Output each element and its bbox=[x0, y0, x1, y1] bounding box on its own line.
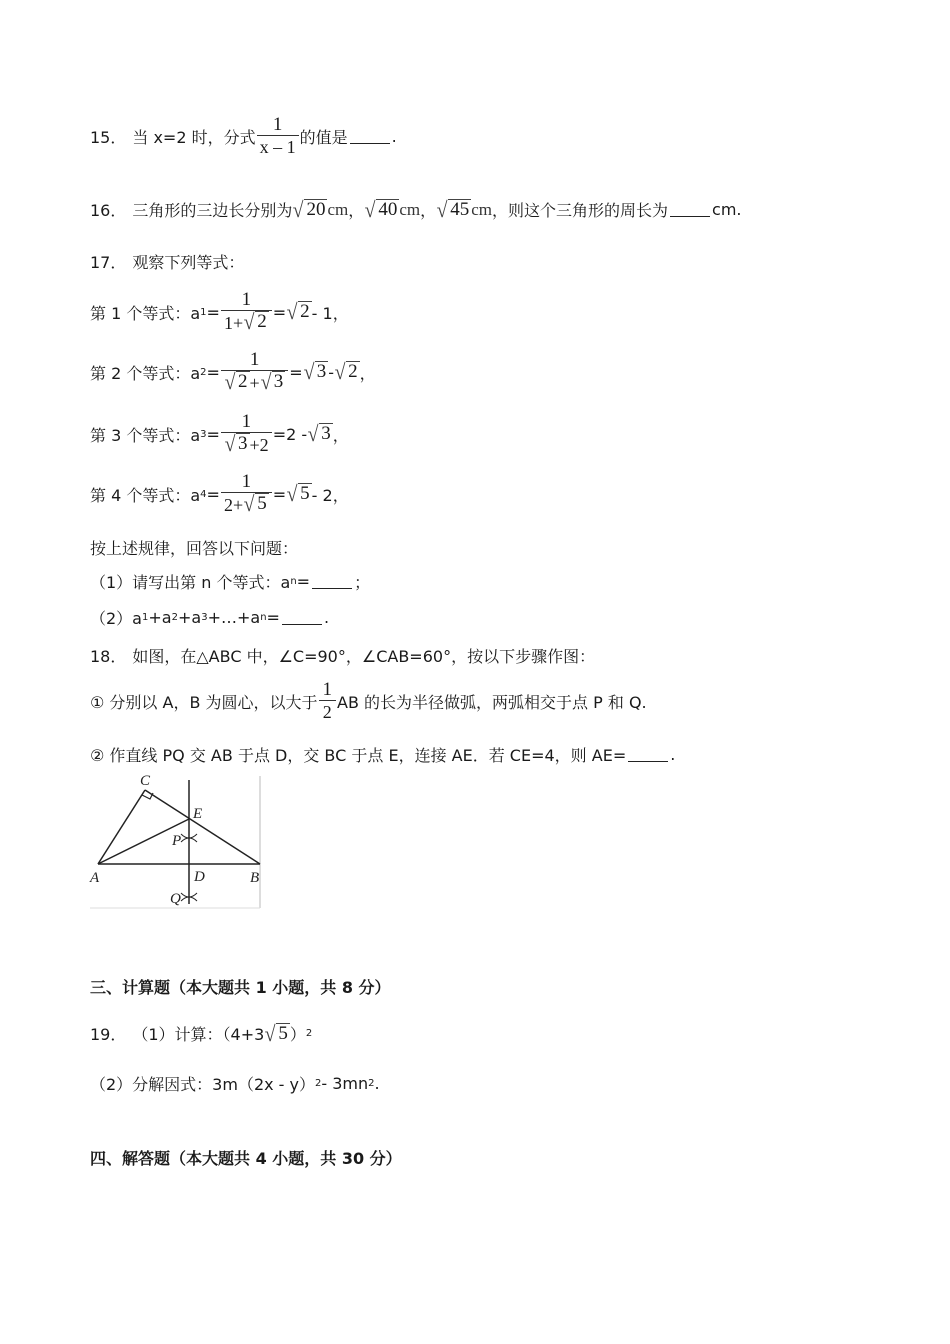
section-title: 四、解答题（本大题共 4 小题，共 30 分） bbox=[90, 1149, 402, 1168]
punctuation: . bbox=[670, 745, 676, 764]
question-text: - 3mn bbox=[321, 1074, 369, 1093]
fraction-numerator: 1 bbox=[241, 411, 252, 432]
step-text: ② 作直线 PQ 交 AB 于点 D，交 BC 于点 E，连接 AE．若 CE=4，则 AE= bbox=[90, 746, 627, 765]
question-text: （2）分解因式：3m（2x - y） bbox=[90, 1075, 316, 1094]
separator: ， bbox=[420, 201, 437, 220]
question-number: 17． bbox=[90, 253, 127, 272]
label-q: Q bbox=[170, 891, 181, 907]
radicand: 5 bbox=[278, 1022, 288, 1044]
result-tail: - 1， bbox=[311, 303, 349, 323]
rule-text-content: 按上述规律，回答以下问题： bbox=[90, 539, 299, 558]
sqrt-expression: √ 40 bbox=[364, 196, 398, 222]
radicand: 2 bbox=[300, 301, 310, 322]
subscript: 2 bbox=[171, 612, 178, 623]
question-19 bbox=[90, 1022, 312, 1045]
punctuation: . bbox=[323, 608, 330, 627]
equation-2 bbox=[90, 350, 376, 394]
question-18 bbox=[90, 644, 595, 667]
fraction-denominator: 2+ √ 5 bbox=[223, 491, 267, 516]
equation-label: 第 3 个等式：a bbox=[90, 425, 201, 445]
radicand: 3 bbox=[321, 423, 331, 444]
radicand: 20 bbox=[306, 198, 326, 220]
label-a: A bbox=[90, 870, 100, 886]
answer-blank[interactable] bbox=[350, 129, 390, 144]
radicand: 3 bbox=[238, 433, 248, 454]
denominator-part: +2 bbox=[249, 435, 269, 455]
sqrt-expression: √ 20 bbox=[292, 196, 326, 222]
answer-blank[interactable] bbox=[312, 574, 352, 589]
subscript: 4 bbox=[200, 488, 207, 500]
part-text: +a bbox=[177, 608, 202, 627]
question-number: 16． bbox=[90, 201, 127, 220]
question-text: ，则这个三角形的周长为 bbox=[492, 201, 669, 220]
equals: = bbox=[206, 302, 220, 322]
equation-label: 第 1 个等式：a bbox=[90, 303, 201, 323]
equation-4 bbox=[90, 472, 349, 516]
fraction-numerator: 1 bbox=[272, 114, 283, 135]
result-tail: - 2， bbox=[311, 485, 349, 505]
triangle-figure bbox=[88, 772, 268, 912]
fraction bbox=[221, 290, 272, 334]
label-p: P bbox=[172, 833, 182, 849]
punctuation: . bbox=[374, 1074, 380, 1093]
part-text: +…+a bbox=[207, 608, 261, 627]
equals: = bbox=[272, 302, 287, 322]
question-text: （1）计算：（4+3 bbox=[132, 1025, 265, 1044]
part-text: （1）请写出第 n 个等式：a bbox=[90, 573, 291, 592]
equals: = bbox=[206, 484, 220, 504]
question-text: 当 x=2 时，分式 bbox=[132, 128, 256, 147]
subscript: 2 bbox=[200, 366, 207, 378]
question-text: 三角形的三边长分别为 bbox=[132, 201, 293, 220]
question-number: 18． bbox=[90, 647, 127, 666]
separator: ， bbox=[348, 201, 365, 220]
equals: = bbox=[289, 362, 303, 382]
step-2 bbox=[90, 743, 675, 766]
part-text: +a bbox=[148, 608, 172, 627]
fraction-denominator: √ 3 +2 bbox=[224, 431, 269, 456]
radicand: 40 bbox=[378, 198, 398, 220]
superscript: 2 bbox=[368, 1078, 375, 1089]
question-text: 如图，在△ABC 中，∠C=90°，∠CAB=60°，按以下步骤作图： bbox=[132, 647, 596, 666]
equation-3 bbox=[90, 412, 349, 456]
question-19-part-2 bbox=[90, 1072, 380, 1095]
fraction-numerator: 1 bbox=[241, 289, 252, 310]
fraction bbox=[221, 350, 288, 394]
minus: - bbox=[328, 362, 335, 382]
fraction-denominator: √ 2 + √ 3 bbox=[224, 369, 284, 394]
punctuation: ； bbox=[354, 573, 371, 592]
fraction-denominator: 1+ √ 2 bbox=[223, 309, 267, 334]
equation-label: 第 4 个等式：a bbox=[90, 485, 201, 505]
radicand: 5 bbox=[257, 493, 267, 514]
fraction bbox=[319, 680, 337, 723]
step-1 bbox=[90, 680, 647, 723]
superscript: 2 bbox=[315, 1078, 322, 1089]
label-c: C bbox=[140, 773, 151, 789]
unit: cm bbox=[399, 199, 421, 219]
subscript: 1 bbox=[200, 306, 207, 318]
part-1 bbox=[90, 570, 370, 593]
unit: cm bbox=[327, 199, 349, 219]
radicand: 3 bbox=[316, 361, 327, 382]
sqrt-expression: √ 5 bbox=[286, 481, 310, 506]
equals: = bbox=[206, 362, 220, 382]
superscript: 2 bbox=[305, 1028, 313, 1039]
radicand: 5 bbox=[300, 483, 310, 504]
sqrt-expression: √ 45 bbox=[436, 196, 470, 222]
equals: = bbox=[296, 572, 311, 591]
radicand: 2 bbox=[238, 371, 248, 392]
radicand: 2 bbox=[348, 361, 358, 382]
fraction-numerator: 1 bbox=[249, 349, 260, 370]
equals: =2 - bbox=[272, 424, 308, 444]
fraction bbox=[221, 472, 272, 516]
result-tail: ， bbox=[359, 363, 376, 383]
fraction-numerator: 1 bbox=[322, 679, 333, 700]
question-text: ） bbox=[289, 1025, 306, 1044]
part-text: （2）a bbox=[90, 609, 142, 628]
question-15 bbox=[90, 115, 397, 158]
question-text: 的值是 bbox=[299, 128, 348, 147]
question-text: 观察下列等式： bbox=[132, 253, 245, 272]
sqrt-expression: √ 2 bbox=[286, 299, 310, 324]
equals: = bbox=[266, 608, 280, 627]
fraction bbox=[221, 412, 272, 456]
fraction-denominator: x – 1 bbox=[259, 137, 296, 157]
sqrt-expression: √ 2 bbox=[334, 359, 358, 384]
rule-text bbox=[90, 536, 298, 559]
label-d: D bbox=[194, 869, 205, 885]
part-2 bbox=[90, 606, 329, 629]
subscript: n bbox=[290, 576, 297, 587]
radicand: 2 bbox=[257, 311, 267, 332]
question-number: 19． bbox=[90, 1025, 127, 1044]
unit: cm bbox=[471, 199, 492, 219]
equals: = bbox=[272, 484, 287, 504]
answer-blank[interactable] bbox=[282, 610, 322, 625]
step-text: AB 的长为半径做弧，两弧相交于点 P 和 Q. bbox=[337, 693, 647, 712]
fraction-denominator: 2 bbox=[322, 702, 332, 722]
sqrt-expression: √ 3 bbox=[303, 359, 327, 384]
section-title: 三、计算题（本大题共 1 小题，共 8 分） bbox=[90, 978, 391, 997]
section-4-title bbox=[90, 1146, 402, 1169]
radicand: 3 bbox=[273, 371, 284, 392]
equation-label: 第 2 个等式：a bbox=[90, 363, 201, 383]
fraction-numerator: 1 bbox=[241, 471, 252, 492]
fraction bbox=[257, 115, 299, 158]
unit-end: cm. bbox=[712, 200, 742, 219]
equation-1 bbox=[90, 290, 349, 334]
subscript: n bbox=[260, 612, 267, 623]
sqrt-expression: √ 3 bbox=[307, 421, 331, 446]
equals: = bbox=[206, 424, 220, 444]
section-3-title bbox=[90, 975, 391, 998]
sqrt-expression: √ 5 bbox=[264, 1020, 288, 1046]
question-number: 15． bbox=[90, 128, 127, 147]
question-17 bbox=[90, 250, 244, 273]
label-b: B bbox=[250, 870, 260, 886]
side-cb bbox=[145, 790, 260, 864]
subscript: 3 bbox=[201, 612, 208, 623]
denominator-part: 1+ bbox=[223, 313, 244, 333]
subscript: 3 bbox=[200, 428, 207, 440]
result-tail: ， bbox=[332, 425, 349, 445]
question-16 bbox=[90, 198, 741, 221]
subscript: 1 bbox=[142, 612, 149, 623]
plus: + bbox=[249, 373, 260, 393]
step-text: ① 分别以 A，B 为圆心，以大于 bbox=[90, 693, 318, 712]
answer-blank[interactable] bbox=[670, 202, 710, 217]
label-e: E bbox=[193, 806, 203, 822]
radicand: 45 bbox=[450, 198, 470, 220]
punctuation: . bbox=[391, 127, 397, 146]
answer-blank[interactable] bbox=[628, 747, 668, 762]
denominator-part: 2+ bbox=[223, 495, 244, 515]
